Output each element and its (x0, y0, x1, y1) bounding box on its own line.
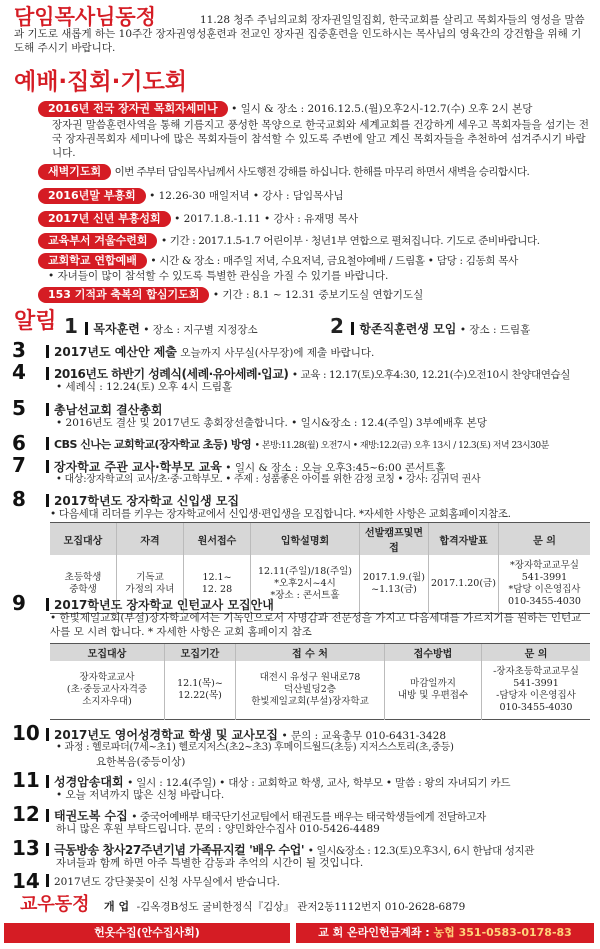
worship-item (38, 233, 592, 249)
notice-number: 14 (12, 869, 40, 893)
bar-icon (46, 874, 49, 887)
notice-text: • 오늘 저녁까지 많은 신청 바랍니다. (56, 789, 225, 801)
notice-number: 5 (12, 396, 26, 420)
notice-number: 1 (64, 314, 78, 338)
bar-icon (85, 322, 88, 335)
notice-text: • 장소 : 지구별 지정장소 (143, 324, 258, 336)
notice-heading: 2017년도 예산안 제출 (54, 345, 177, 359)
table-header: 접 수 처 (236, 644, 385, 662)
members-notice (104, 898, 465, 914)
notice-number: 10 (12, 721, 40, 745)
notice-heading: 2017년도 영어성경학교 학생 및 교사모집 (54, 728, 278, 742)
notice-heading: CBS 신나는 교회학교(장자학교 초등) 방영 (54, 438, 252, 451)
notice-number: 9 (12, 591, 26, 615)
worship-item-text: • 기간 : 8.1 ~ 12.31 중보기도실 연합기도실 (212, 289, 424, 301)
notice-text: • 교육 : 12.17(토)오후4:30, 12.21(수)오전10시 찬양대연습실 (291, 369, 570, 381)
members-text: -김옥경B성도 굴비한정식『김상』 관저2동1112번지 010-2628-6879 (136, 901, 466, 913)
table-header: 합격자발표 (429, 523, 499, 556)
notice-number: 11 (12, 768, 40, 792)
notice-heading: 2016년도 하반기 성례식(세례·유아세례·입교) (54, 367, 289, 381)
bar-icon (46, 728, 49, 741)
notice-number: 13 (12, 836, 40, 860)
table-cell: 기독교 가정의 자녀 (117, 555, 184, 613)
members-label: 개 업 (104, 900, 130, 913)
bar-icon (46, 809, 49, 822)
table-cell: 12.11(주일)/18(주일) *오후2시~4시 *장소 : 콘서트홀 (251, 555, 360, 613)
notice-text: • 본방:11.28(월) 오전7시 • 재방:12.2(금) 오후 13시 / 12.3(토) 저녁 23시30분 (254, 441, 549, 451)
table-cell: 대전시 유성구 원내로78 덕산빌딩2층 한빛제일교회(부설)장자학교 (236, 661, 385, 719)
worship-item (38, 287, 590, 303)
notice-heading: 목자훈련 (93, 322, 140, 336)
table-cell: 마감일까지 내방 및 우편접수 (385, 661, 482, 719)
notice-heading: 항존직훈련생 모임 (359, 322, 457, 336)
table-header: 모집대상 (50, 644, 165, 662)
worship-item (38, 188, 590, 204)
notice-text: • 세례식 : 12.24(토) 오후 4시 드림홀 (56, 381, 233, 393)
worship-item-text: • 시간 & 장소 : 매주일 저녁, 수요저녁, 금요철야예배 / 드림홀 • 담당 : 김동희 목사 (150, 255, 518, 267)
notice-number: 4 (12, 360, 26, 384)
prayer-meeting-pill: 153 기적과 축복의 합심기도회 (38, 287, 209, 303)
table-header: 모집대상 (50, 523, 117, 556)
notice-text: 2017년도 강단꽃꽂이 신청 사무실에서 받습니다. (54, 876, 280, 888)
bar-icon (46, 367, 49, 380)
offering-account: 농협 351-0583-0178-83 (433, 926, 572, 939)
table-cell: 장자학교교사 (초·중등교사자격증 소지자우대) (66, 671, 148, 707)
worship-item-text: • 기간 : 2017.1.5-1.7 어린이부 · 청년1부 연합으로 펼쳐집니다. 기도로 준비바랍니다. (160, 235, 540, 247)
notice-number: 2 (330, 314, 344, 338)
notice-text: • 일시 : 12.4(주일) • 대상 : 교회학교 학생, 교사, 학부모 • 말씀 : 왕의 자녀되기 카드 (127, 777, 511, 789)
worship-item (38, 211, 590, 227)
table-cell: *장자학교교무실 541-3991 *담당 이은영집사 010-3455-4030 (498, 555, 590, 613)
notice-text: 자녀들과 함께 하면 아주 특별한 감동과 추억의 시간이 될 것입니다. (56, 857, 364, 869)
bar-icon (46, 494, 49, 507)
bar-icon (46, 437, 49, 450)
joint-worship-pill: 교회학교 연합예배 (38, 253, 147, 269)
table-cell: 초등학생 중학생 (64, 571, 102, 595)
notice-heading: 총남선교회 결산총회 (54, 403, 163, 417)
members-title: 교우동정 (20, 894, 90, 915)
pastor-title: 담임목사님동정 (14, 5, 157, 29)
worship-item-more: • 자녀들이 많이 참석할 수 있도록 특별한 관심을 가질 수 있기를 바랍니다. (48, 270, 389, 282)
pastor-text: 11.28 청주 주님의교회 장자권일일집회, 한국교회를 살리고 목회자들의 영성을 말씀과 기도로 새롭게 하는 10주간 장자권영성훈련과 전교인 장자권 집중훈련을 인도하시는 목사님의 영육간의 강건함을 위해 기도해 주시기 바랍니다. (14, 14, 585, 54)
notice-text: 오늘까지 사무실(사무장)에 제출 바랍니다. (180, 347, 375, 359)
table-cell: 12.1~ 12. 28 (184, 555, 251, 613)
worship-item-text: • 2017.1.8.-1.11 • 강사 : 유재명 목사 (174, 213, 359, 225)
notice-heading: 극동방송 창사27주년기념 가족뮤지컬 '배우 수업' (54, 843, 305, 857)
bar-icon (46, 345, 49, 358)
notice-text: 요한복음(중등이상) (96, 756, 186, 768)
notice-2 (330, 314, 530, 338)
bar-icon (46, 460, 49, 473)
notice-text: • 일시&장소 : 12.3(토)오후3시, 6시 한남대 성지관 (307, 845, 535, 857)
notice-14 (46, 874, 590, 889)
notice-text: • 다음세대 리더를 키우는 장자학교에서 신입생·편입생을 모집합니다. *자세한 사항은 교회홈페이지참조. (50, 508, 511, 520)
notice-heading: 장자학교 주관 교사·학부모 교육 (54, 460, 222, 474)
notice-text: • 대상:장자학교의 교사/초·중·고학부모. • 주제 : 성품좋은 아이를 위한 감정 코칭 • 강사: 김귀덕 권사 (56, 474, 481, 485)
worship-item-text: • 12.26-30 매일저녁 • 강사 : 담임목사님 (149, 190, 344, 202)
notice-heading: 태권도복 수집 (54, 809, 128, 823)
worship-item (38, 101, 590, 117)
notice-number: 3 (12, 338, 26, 362)
offering-label: 교 회 온라인헌금계좌 : (318, 926, 430, 939)
notice-heading: 2017학년도 장자학교 신입생 모집 (54, 494, 240, 508)
notice-1 (64, 314, 258, 338)
seminar-pill: 2016년 전국 장자권 목회자세미나 (38, 101, 228, 117)
table-header: 입학설명회 (251, 523, 360, 556)
bar-icon (351, 322, 354, 335)
notice-heading: 2017학년도 장자학교 인턴교사 모집안내 (54, 598, 274, 612)
notice-text: • 일시 & 장소 : 오늘 오후3:45~6:00 콘서트홀 (225, 462, 446, 474)
winter-retreat-pill: 교육부서 겨울수련회 (38, 233, 157, 249)
notice-text: • 중국어예배부 태국단기선교팀에서 태권도를 배우는 태국학생들에게 전달하고자 (131, 811, 486, 823)
worship-title: 예배·집회·기도회 (14, 69, 188, 95)
table-header: 원서접수 (184, 523, 251, 556)
revival-pill: 2016년말 부흥회 (38, 188, 146, 204)
table-cell: 2017.1.9.(월) ~1.13(금) (360, 555, 429, 613)
worship-item-text: • 일시 & 장소 : 2016.12.5.(월)오후2시-12.7(수) 오후 2시 본당 (231, 103, 533, 115)
notice-number: 12 (12, 802, 40, 826)
bar-icon (46, 403, 49, 416)
notice-number: 7 (12, 453, 26, 477)
notice-text: • 문의 : 교육총무 010-6431-3428 (281, 730, 447, 742)
table-header: 자격 (117, 523, 184, 556)
table-header: 문 의 (482, 644, 591, 662)
table-header: 접수방법 (385, 644, 482, 662)
worship-item (38, 164, 592, 180)
notice-text: • 2016년도 결산 및 2017년도 총회장선출합니다. • 일시&장소 : 12.4(주일) 3부예배후 본당 (56, 417, 487, 429)
table-cell: 2017.1.20(금) (429, 555, 499, 613)
table-header: 모집기간 (165, 644, 236, 662)
intern-table (50, 643, 590, 720)
bar-icon (46, 843, 49, 856)
notice-text: 하니 많은 후원 부탁드립니다. 문의 : 양민화안수집사 010-5426-4489 (56, 823, 380, 835)
bar-icon (46, 598, 49, 611)
online-offering-banner (296, 923, 594, 943)
table-cell: 12.1(목)~ 12.22(목) (165, 661, 236, 719)
notice-6 (46, 436, 594, 453)
bar-icon (46, 775, 49, 788)
newyear-revival-pill: 2017년 신년 부흥성회 (38, 211, 171, 227)
dawn-prayer-pill: 새벽기도회 (38, 164, 111, 180)
worship-item-more: 장자권 말씀훈련사역을 통해 기름지고 풍성한 목양으로 한국교회와 세계교회를 건강하게 세우고 목회자들을 섬기는 전국 장자권목회자 세미나에 많은 목회자들이 참석할 수 있도록 주변에 알고 계신 목회자들을 추천하여 섬겨주시기 바랍니다. (52, 119, 590, 159)
table-header: 문 의 (498, 523, 590, 556)
notice-text: • 한빛제일교회(부설)장자학교에서는 기독인으로서 사명감과 전문성을 가지고 다음세대를 가르치기를 원하는 인턴교사를 모 시려 합니다. * 자세한 사항은 교회 홈페이지 참조 (50, 612, 582, 638)
clothes-collection-banner: 헌옷수집(안수집사회) (4, 923, 290, 943)
table-header: 선발캠프및면접 (360, 523, 429, 556)
worship-item (38, 253, 592, 269)
notice-number: 8 (12, 487, 26, 511)
table-cell: -장자초등학교교무실 541-3991 -담당자 이은영집사 010-3455-4030 (482, 661, 591, 719)
notice-heading: 성경암송대회 (54, 775, 124, 789)
notices-title: 알림 (14, 309, 57, 334)
notice-3 (46, 343, 590, 360)
notice-number: 6 (12, 431, 26, 455)
notice-text: • 과정 : 헬로파더(7세~초1) 헬로지저스(초2~초3) 후메이드월드(초등) 지저스스토리(초,중등) (56, 742, 454, 753)
worship-item-text: 이번 주부터 담임목사님께서 사도행전 강해를 하십니다. 한해를 마무리 하면서 새벽을 승리합시다. (114, 166, 530, 178)
notice-text: • 장소 : 드림홀 (459, 324, 531, 336)
